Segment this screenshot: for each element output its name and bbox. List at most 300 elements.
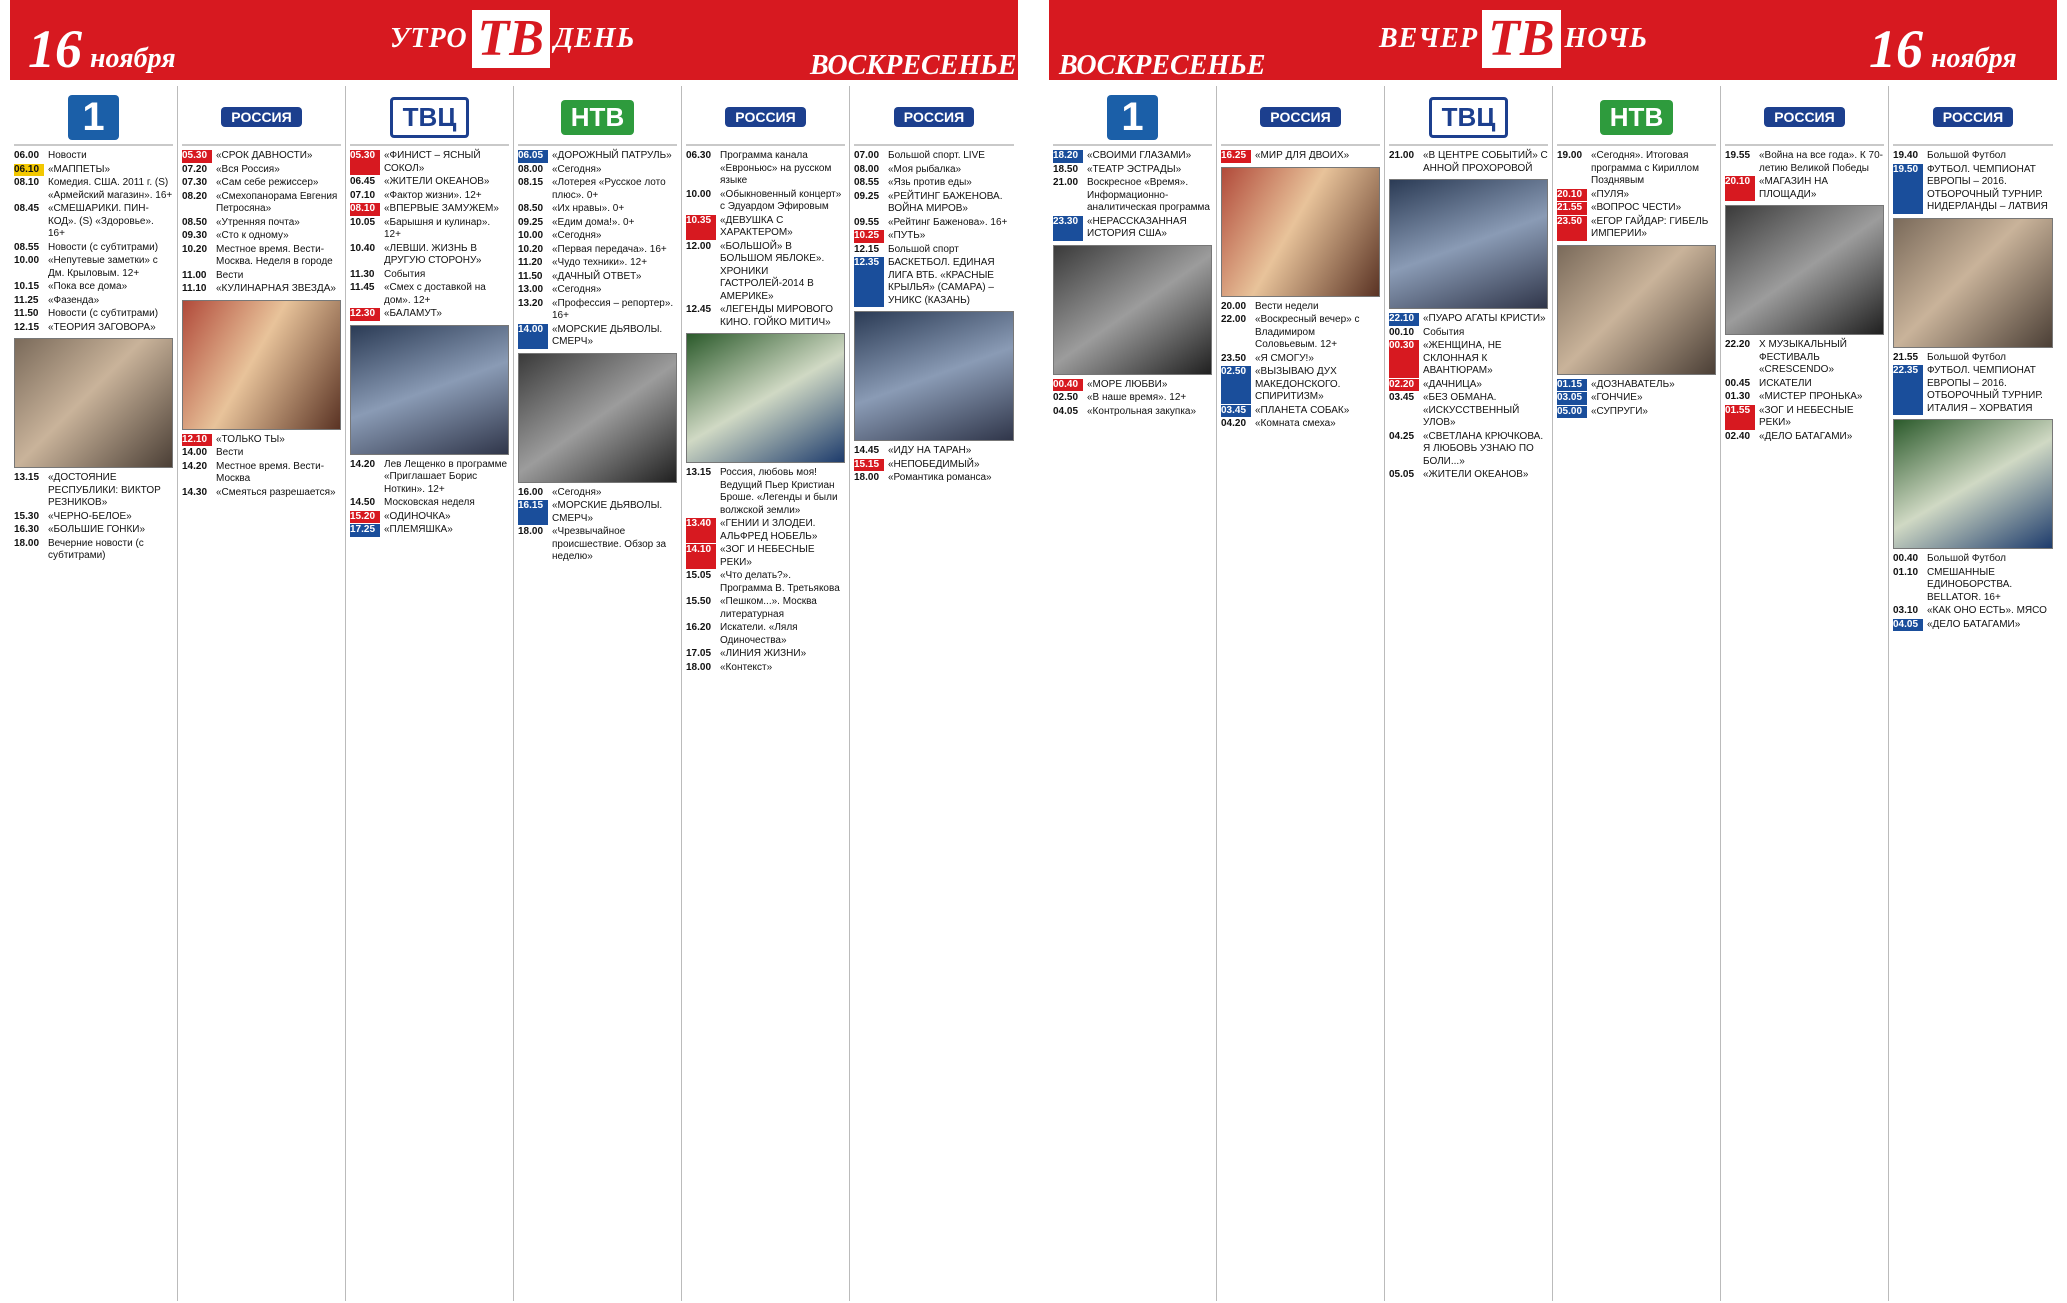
program-row	[182, 434, 341, 447]
program-row	[1893, 553, 2053, 566]
program-row	[686, 215, 845, 240]
program-time: 22.10	[1389, 313, 1419, 326]
program-title: «Профессия – репортер». 16+	[552, 297, 674, 321]
program-row	[14, 322, 173, 335]
program-time: 07.30	[182, 177, 208, 188]
program-photo	[518, 353, 677, 483]
program-time: 06.30	[686, 150, 712, 161]
program-photo	[350, 325, 509, 455]
program-time: 09.55	[854, 216, 880, 228]
right-page	[1049, 0, 2057, 1303]
program-title: «ДАЧНЫЙ ОТВЕТ»	[552, 270, 642, 282]
program-row	[182, 150, 341, 163]
program-row	[854, 472, 1014, 485]
program-title: «ЗОГ И НЕБЕСНЫЕ РЕКИ»	[1759, 404, 1854, 428]
channel-column	[1553, 86, 1721, 1301]
program-title: «ДЕЛО БАТАГАМИ»	[1927, 618, 2021, 630]
program-title: Комедия. США. 2011 г. (S) «Армейский магазин». 16+	[48, 177, 173, 201]
program-row	[518, 284, 677, 297]
program-time: 07.20	[182, 163, 208, 175]
program-row	[182, 164, 341, 177]
program-title: «Сегодня». Итоговая программа с Кириллом Позднявым	[1591, 150, 1699, 186]
program-time: 16.20	[686, 622, 712, 633]
program-time: 18.00	[518, 526, 544, 537]
program-time: 14.10	[686, 544, 716, 569]
program-title: «ВПЕРВЫЕ ЗАМУЖЕМ»	[384, 203, 499, 214]
program-time: 14.00	[518, 324, 548, 349]
program-time: 15.05	[686, 570, 712, 581]
program-row	[182, 447, 341, 460]
program-title: «МОРСКИЕ ДЬЯВОЛЫ. СМЕРЧ»	[552, 323, 663, 347]
program-time: 09.30	[182, 230, 208, 241]
program-row	[14, 177, 173, 202]
program-row	[14, 242, 173, 255]
program-title: «Едим дома!». 0+	[552, 216, 635, 228]
program-photo	[1053, 245, 1212, 375]
program-time: 19.50	[1893, 164, 1923, 214]
program-title: «СУПРУГИ»	[1591, 405, 1648, 417]
channel-logo	[686, 90, 845, 146]
program-row	[686, 544, 845, 569]
program-title: «Сегодня»	[552, 163, 602, 175]
program-photo	[1893, 419, 2053, 549]
program-time: 08.50	[182, 216, 208, 228]
brand-tv: ТВ	[1482, 10, 1560, 68]
program-row	[518, 324, 677, 349]
program-time: 23.30	[1053, 216, 1083, 241]
program-title: «СРОК ДАВНОСТИ»	[216, 150, 313, 161]
weekday: ВОСКРЕСЕНЬЕ	[810, 50, 1017, 81]
program-time: 19.00	[1557, 150, 1583, 161]
program-title: «СВЕТЛАНА КРЮЧКОВА. Я ЛЮБОВЬ УЗНАЮ ПО БОЛИ...»	[1423, 430, 1544, 467]
program-row	[14, 203, 173, 241]
program-time: 08.00	[854, 163, 880, 175]
program-time: 08.00	[518, 163, 544, 175]
program-row	[350, 190, 509, 203]
program-title: «МИР ДЛЯ ДВОИХ»	[1255, 150, 1350, 161]
program-row	[14, 295, 173, 308]
program-time: 00.30	[1389, 340, 1419, 378]
channel-logo	[1389, 90, 1548, 146]
program-list	[514, 150, 681, 564]
channel-logo-label: ТВЦ	[390, 97, 470, 138]
channel-logo	[1221, 90, 1380, 146]
program-row	[14, 255, 173, 280]
program-title: «Их нравы». 0+	[552, 203, 625, 214]
program-list	[346, 150, 513, 537]
program-title: «Смех с доставкой на дом». 12+	[384, 282, 486, 306]
program-time: 01.15	[1557, 379, 1587, 392]
program-time: 02.40	[1725, 430, 1751, 442]
program-title: «Сам себе режиссер»	[216, 177, 319, 188]
program-title: «Утренняя почта»	[216, 216, 300, 228]
program-time: 07.00	[854, 150, 880, 161]
program-row	[518, 487, 677, 500]
brand-left: УТРО	[390, 23, 468, 54]
program-time: 04.25	[1389, 430, 1415, 442]
left-page	[10, 0, 1018, 1303]
program-time: 02.50	[1221, 366, 1251, 404]
channel-column	[346, 86, 514, 1301]
program-photo	[1389, 179, 1548, 309]
program-time: 02.20	[1389, 379, 1419, 392]
program-title: «МОРСКИЕ ДЬЯВОЛЫ. СМЕРЧ»	[552, 500, 663, 524]
program-time: 08.10	[14, 177, 40, 188]
program-time: 10.00	[518, 230, 544, 241]
program-title: «КУЛИНАРНАЯ ЗВЕЗДА»	[216, 283, 336, 294]
program-row	[1893, 365, 2053, 415]
channel-logo	[1053, 90, 1212, 146]
program-time: 12.15	[14, 321, 40, 333]
program-row	[1557, 392, 1716, 405]
program-title: «Контрольная закупка»	[1087, 405, 1197, 417]
program-title: «Воскресный вечер» с Владимиром Соловьевым. 12+	[1255, 314, 1360, 350]
program-time: 06.00	[14, 150, 40, 161]
program-title: ФУТБОЛ. ЧЕМПИОНАТ ЕВРОПЫ – 2016. ОТБОРОЧНЫЙ ТУРНИР. НИДЕРЛАНДЫ – ЛАТВИЯ	[1927, 163, 2048, 212]
program-time: 10.20	[182, 243, 208, 255]
program-time: 10.15	[14, 281, 40, 292]
brand-right: НОЧЬ	[1564, 23, 1649, 54]
program-row	[1725, 339, 1884, 377]
program-row	[1389, 313, 1548, 326]
program-row	[14, 308, 173, 321]
program-title: Московская неделя	[384, 497, 475, 508]
program-time: 05.05	[1389, 469, 1415, 480]
program-time: 22.35	[1893, 365, 1923, 415]
program-time: 18.00	[686, 661, 712, 673]
program-title: «Лотерея «Русское лото плюс». 0+	[552, 177, 666, 201]
program-title: «НЕРАССКАЗАННАЯ ИСТОРИЯ США»	[1087, 215, 1187, 239]
channel-logo	[854, 90, 1014, 146]
program-time: 09.25	[854, 190, 880, 202]
program-time: 14.20	[182, 460, 208, 472]
program-title: «Фактор жизни». 12+	[384, 189, 482, 201]
program-row	[686, 596, 845, 621]
program-time: 18.00	[854, 472, 880, 483]
weekday: ВОСКРЕСЕНЬЕ	[1059, 50, 1266, 81]
program-row	[182, 191, 341, 216]
program-time: 18.20	[1053, 150, 1083, 163]
program-photo	[14, 338, 173, 468]
program-row	[14, 164, 173, 177]
program-row	[854, 177, 1014, 190]
program-list	[1049, 150, 1216, 418]
program-title: «ФИНИСТ – ЯСНЫЙ СОКОЛ»	[384, 150, 481, 174]
program-row	[1389, 379, 1548, 392]
program-row	[1725, 391, 1884, 404]
program-time: 11.50	[14, 308, 39, 319]
program-row	[1053, 177, 1212, 215]
program-title: «Чудо техники». 12+	[552, 257, 648, 268]
program-time: 00.40	[1893, 553, 1919, 564]
program-time: 23.50	[1221, 352, 1247, 364]
program-row	[518, 526, 677, 564]
program-time: 14.50	[350, 497, 376, 508]
program-title: «КАК ОНО ЕСТЬ». МЯСО	[1927, 605, 2047, 616]
program-title: События	[384, 268, 426, 280]
program-title: «ТЕАТР ЭСТРАДЫ»	[1087, 163, 1182, 175]
program-time: 12.35	[854, 257, 884, 307]
program-title: «ДАЧНИЦА»	[1423, 378, 1482, 390]
channel-logo-label: 1	[68, 95, 118, 140]
program-time: 12.30	[350, 308, 380, 321]
program-row	[854, 257, 1014, 307]
program-row	[350, 176, 509, 189]
program-row	[1725, 378, 1884, 391]
program-row	[1221, 353, 1380, 366]
program-time: 01.30	[1725, 391, 1751, 402]
program-row	[1557, 189, 1716, 202]
program-row	[686, 241, 845, 304]
program-row	[182, 487, 341, 500]
channel-logo	[518, 90, 677, 146]
program-row	[518, 257, 677, 270]
channel-logo-label: ТВЦ	[1429, 97, 1509, 138]
program-row	[1221, 150, 1380, 163]
program-photo	[1725, 205, 1884, 335]
channel-column	[1889, 86, 2057, 1301]
program-time: 08.55	[854, 177, 880, 188]
channel-column	[1385, 86, 1553, 1301]
program-time: 05.00	[1557, 406, 1587, 419]
channel-logo	[350, 90, 509, 146]
program-title: Вести недели	[1255, 300, 1319, 312]
program-title: События	[1423, 326, 1465, 338]
program-title: «Романтика романса»	[888, 472, 992, 483]
program-title: Большой Футбол	[1927, 553, 2006, 564]
program-time: 11.30	[350, 268, 375, 280]
program-time: 12.15	[854, 243, 880, 255]
program-title: «Моя рыбалка»	[888, 163, 962, 175]
channel-logo-label: 1	[1107, 95, 1157, 140]
program-time: 14.20	[350, 458, 376, 470]
program-title: «Вся Россия»	[216, 163, 280, 175]
program-row	[350, 511, 509, 524]
program-list	[682, 150, 849, 674]
program-photo	[1557, 245, 1716, 375]
program-time: 10.00	[14, 255, 40, 266]
program-row	[1557, 216, 1716, 241]
program-title: «МАГАЗИН НА ПЛОЩАДИ»	[1759, 176, 1828, 200]
program-time: 15.15	[854, 459, 884, 472]
program-row	[1389, 340, 1548, 378]
channel-logo-label: РОССИЯ	[1933, 107, 2013, 127]
program-title: «Язь против еды»	[888, 177, 972, 188]
program-title: «ПУТЬ»	[888, 230, 926, 241]
program-time: 22.20	[1725, 339, 1751, 350]
date-month: ноября	[90, 43, 176, 74]
program-row	[182, 283, 341, 296]
program-row	[1053, 150, 1212, 163]
program-title: Россия, любовь моя! Ведущий Пьер Кристиан Броше. «Легенды и были волжской земли»	[720, 467, 838, 516]
program-row	[182, 270, 341, 283]
program-title: «ПУЛЯ»	[1591, 188, 1630, 200]
header-bar	[1049, 0, 2057, 80]
program-row	[854, 459, 1014, 472]
program-title: «Сегодня»	[552, 230, 602, 241]
program-title: ФУТБОЛ. ЧЕМПИОНАТ ЕВРОПЫ – 2016. ОТБОРОЧНЫЙ ТУРНИР. ИТАЛИЯ – ХОРВАТИЯ	[1927, 365, 2043, 414]
channel-logo	[14, 90, 173, 146]
channel-columns	[10, 86, 1018, 1301]
program-time: 05.30	[350, 150, 380, 175]
program-time: 13.00	[518, 284, 544, 295]
channel-column	[850, 86, 1018, 1301]
program-row	[14, 281, 173, 294]
program-title: «БАЛАМУТ»	[384, 308, 442, 319]
date-number: 16	[28, 19, 82, 79]
program-title: «Сто к одному»	[216, 230, 289, 241]
program-row	[1389, 150, 1548, 175]
date	[28, 18, 176, 80]
program-row	[518, 177, 677, 202]
program-time: 16.00	[518, 486, 544, 498]
program-time: 05.30	[182, 150, 212, 163]
program-time: 11.25	[14, 294, 39, 306]
program-title: Вести	[216, 269, 244, 281]
program-title: «МАППЕТЫ»	[48, 163, 111, 175]
program-time: 03.45	[1389, 392, 1415, 403]
program-time: 12.45	[686, 304, 712, 315]
program-row	[1893, 619, 2053, 632]
channel-column	[1721, 86, 1889, 1301]
program-row	[1557, 150, 1716, 188]
program-row	[1389, 469, 1548, 482]
program-row	[14, 150, 173, 163]
program-time: 17.25	[350, 524, 380, 537]
program-title: «СВОИМИ ГЛАЗАМИ»	[1087, 150, 1192, 161]
program-title: Программа канала «Евроньюс» на русском языке	[720, 150, 832, 186]
channel-logo-label: РОССИЯ	[894, 107, 974, 127]
program-title: Лев Лещенко в программе «Приглашает Борис Ноткин». 12+	[384, 458, 508, 495]
program-time: 02.50	[1053, 392, 1079, 403]
program-title: Вести	[216, 447, 244, 458]
channel-logo-label: РОССИЯ	[1764, 107, 1844, 127]
program-time: 13.40	[686, 518, 716, 543]
program-time: 20.10	[1557, 189, 1587, 202]
program-time: 01.10	[1893, 566, 1919, 578]
program-list	[1889, 150, 2057, 631]
program-title: Воскресное «Время». Информационно-аналитическая программа	[1087, 177, 1210, 213]
program-time: 00.10	[1389, 326, 1415, 338]
program-row	[1557, 379, 1716, 392]
program-row	[14, 472, 173, 510]
program-title: «ЛЕГЕНДЫ МИРОВОГО КИНО. ГОЙКО МИТИЧ»	[720, 304, 833, 328]
program-time: 04.20	[1221, 418, 1247, 429]
program-time: 19.55	[1725, 150, 1751, 161]
program-title: Новости (с субтитрами)	[48, 308, 159, 319]
program-title: «ВОПРОС ЧЕСТИ»	[1591, 202, 1682, 213]
program-row	[14, 524, 173, 537]
program-title: «ЛИНИЯ ЖИЗНИ»	[720, 648, 807, 659]
channel-logo-label: НТВ	[1600, 100, 1673, 135]
channel-logo	[182, 90, 341, 146]
program-title: «ПУАРО АГАТЫ КРИСТИ»	[1423, 313, 1546, 324]
program-row	[854, 230, 1014, 243]
program-time: 04.05	[1053, 405, 1079, 417]
program-row	[686, 662, 845, 675]
program-list	[850, 150, 1018, 485]
program-time: 08.10	[350, 203, 380, 216]
program-row	[182, 217, 341, 230]
program-title: Новости (с субтитрами)	[48, 241, 159, 253]
program-time: 20.10	[1725, 176, 1755, 201]
program-time: 12.00	[686, 240, 712, 252]
program-title: «ПЛЕМЯШКА»	[384, 524, 453, 535]
program-time: 09.25	[518, 216, 544, 228]
program-row	[182, 244, 341, 269]
program-title: «ГЕНИИ И ЗЛОДЕИ. АЛЬФРЕД НОБЕЛЬ»	[720, 518, 818, 542]
program-title: «Смехопанорама Евгения Петросяна»	[216, 190, 338, 214]
program-time: 10.40	[350, 242, 376, 254]
channel-column	[682, 86, 850, 1301]
program-time: 07.10	[350, 189, 376, 201]
program-row	[182, 230, 341, 243]
program-title: «БОЛЬШИЕ ГОНКИ»	[48, 524, 146, 535]
program-time: 18.50	[1053, 163, 1079, 175]
program-row	[1725, 405, 1884, 430]
program-title: «МИСТЕР ПРОНЬКА»	[1759, 391, 1863, 402]
program-time: 14.45	[854, 445, 880, 456]
channel-logo	[1725, 90, 1884, 146]
program-row	[518, 203, 677, 216]
program-title: «МОРЕ ЛЮБВИ»	[1087, 378, 1168, 390]
program-title: «Непутевые заметки» с Дм. Крыловым. 12+	[48, 255, 158, 279]
program-time: 16.30	[14, 524, 40, 535]
program-time: 23.50	[1557, 216, 1587, 241]
program-row	[1389, 327, 1548, 340]
program-title: «Пока все дома»	[48, 281, 128, 292]
program-list	[1385, 150, 1552, 482]
program-title: «Рейтинг Баженова». 16+	[888, 216, 1008, 228]
program-row	[350, 203, 509, 216]
channel-logo-label: РОССИЯ	[221, 107, 301, 127]
program-row	[350, 150, 509, 175]
program-title: Большой Футбол	[1927, 351, 2006, 363]
program-time: 08.50	[518, 203, 544, 214]
program-list	[1217, 150, 1384, 431]
program-row	[518, 298, 677, 323]
program-title: «Контекст»	[720, 661, 773, 673]
program-title: Новости	[48, 150, 87, 161]
program-title: «Сегодня»	[552, 486, 602, 498]
program-row	[350, 217, 509, 242]
program-time: 17.05	[686, 648, 712, 659]
program-time: 01.55	[1725, 405, 1755, 430]
program-time: 12.10	[182, 434, 212, 447]
program-time: 15.30	[14, 510, 40, 522]
channel-logo-label: РОССИЯ	[725, 107, 805, 127]
program-time: 21.55	[1893, 351, 1919, 363]
program-row	[350, 497, 509, 510]
program-time: 21.00	[1053, 177, 1079, 188]
program-time: 16.25	[1221, 150, 1251, 163]
program-title: Вечерние новости (с субтитрами)	[48, 537, 144, 561]
program-time: 08.15	[518, 177, 544, 188]
program-title: Большой спорт	[888, 243, 959, 255]
program-time: 08.55	[14, 241, 40, 253]
program-list	[178, 150, 345, 499]
program-row	[854, 150, 1014, 163]
program-row	[1893, 605, 2053, 618]
channel-column	[10, 86, 178, 1301]
program-row	[1389, 392, 1548, 430]
program-row	[1221, 418, 1380, 431]
program-row	[518, 500, 677, 525]
program-title: ИСКАТЕЛИ	[1759, 377, 1812, 389]
program-title: «ПЛАНЕТА СОБАК»	[1255, 404, 1350, 416]
program-photo	[182, 300, 341, 430]
program-title: «Барышня и кулинар». 12+	[384, 216, 491, 240]
